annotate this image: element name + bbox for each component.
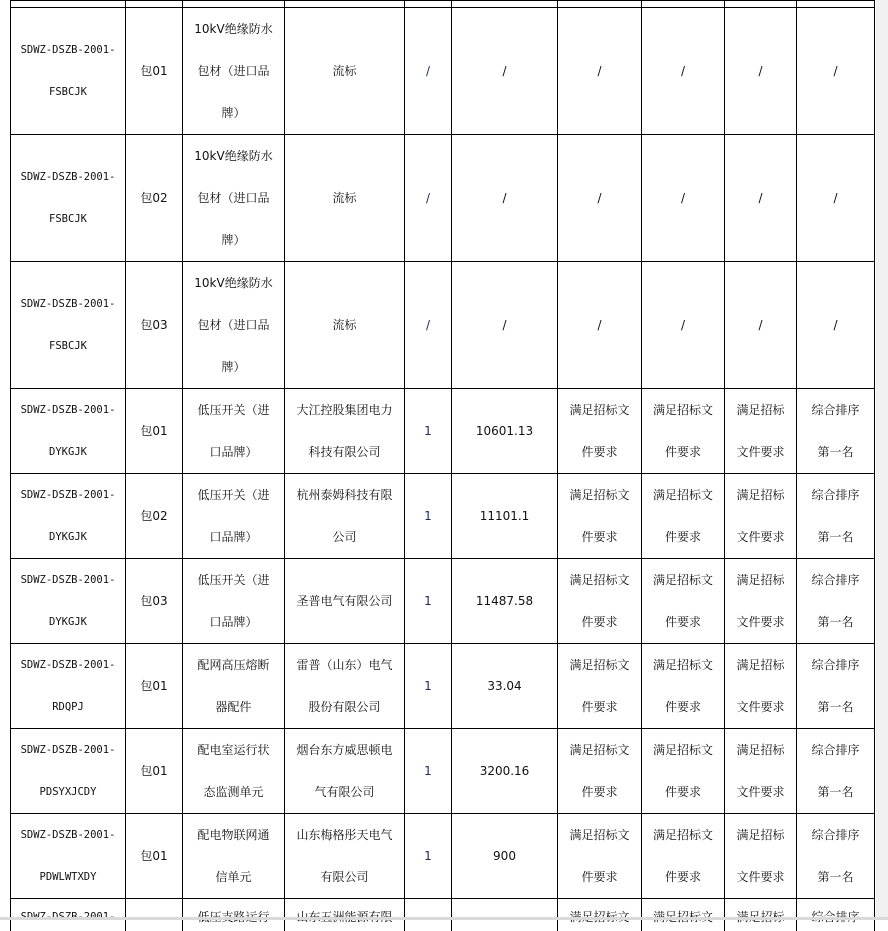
cell-line: 1	[405, 835, 451, 877]
cell-line: FSBCJK	[11, 325, 125, 367]
table-row	[11, 8, 875, 135]
cell-line: 10601.13	[452, 410, 557, 452]
cell-qualification-1	[558, 474, 642, 559]
cell-supplier	[285, 474, 405, 559]
cell-line: 满足招标文	[558, 644, 641, 686]
cell-line: 满足招标	[725, 474, 796, 516]
cell-line: DYKGJK	[11, 516, 125, 558]
cell-line: 满足招标文	[558, 559, 641, 601]
cell-line: /	[452, 177, 557, 219]
cell-quantity	[405, 474, 452, 559]
cell-supplier	[285, 644, 405, 729]
cell-line: 包材（进口品	[183, 50, 284, 92]
cell-price	[452, 814, 558, 899]
cell-line: 第一名	[797, 771, 874, 813]
vertical-scrollbar[interactable]	[876, 0, 888, 917]
cell-qualification-3	[725, 1, 797, 8]
cell-ranking	[797, 262, 875, 389]
cell-qualification-1	[558, 135, 642, 262]
cell-line: 件要求	[642, 601, 724, 643]
cell-line: 满足招标	[725, 559, 796, 601]
cell-line: RDQPJ	[11, 686, 125, 728]
cell-line: 1	[405, 665, 451, 707]
cell-supplier	[285, 8, 405, 135]
cell-line: /	[642, 304, 724, 346]
table-row	[11, 559, 875, 644]
cell-package-number	[126, 474, 183, 559]
cell-ranking	[797, 729, 875, 814]
cell-line: 包01	[126, 410, 182, 452]
cell-ranking	[797, 559, 875, 644]
cell-line: FSBCJK	[11, 198, 125, 240]
cell-line: 包01	[126, 50, 182, 92]
cell-line: 文件要求	[725, 601, 796, 643]
table-row	[11, 1, 875, 8]
cell-qualification-2	[642, 389, 725, 474]
cell-line: /	[725, 304, 796, 346]
cell-line: 1	[405, 750, 451, 792]
cell-line: 满足招标文	[642, 814, 724, 856]
cell-line: /	[405, 304, 451, 346]
table-row	[11, 644, 875, 729]
cell-line: 烟台东方威思顿电	[285, 729, 404, 771]
cell-line: 低压开关（进	[183, 474, 284, 516]
cell-qualification-3	[725, 135, 797, 262]
cell-line: 满足招标文	[642, 559, 724, 601]
cell-line: /	[725, 50, 796, 92]
cell-material-name	[183, 262, 285, 389]
cell-package-code	[11, 1, 126, 8]
cell-package-number	[126, 389, 183, 474]
table-row	[11, 729, 875, 814]
cell-quantity	[405, 644, 452, 729]
cell-line: 第一名	[797, 686, 874, 728]
cell-qualification-1	[558, 644, 642, 729]
cell-supplier	[285, 729, 405, 814]
cell-line: 10kV绝缘防水	[183, 135, 284, 177]
cell-quantity	[405, 262, 452, 389]
cell-line: 第一名	[797, 856, 874, 898]
cell-material-name	[183, 135, 285, 262]
cell-price	[452, 474, 558, 559]
cell-qualification-1	[558, 8, 642, 135]
cell-line: /	[558, 304, 641, 346]
cell-line: 有限公司	[285, 856, 404, 898]
cell-line: 件要求	[558, 516, 641, 558]
cell-ranking	[797, 1, 875, 8]
cell-line: SDWZ-DSZB-2001-	[11, 559, 125, 601]
cell-ranking	[797, 814, 875, 899]
cell-price	[452, 729, 558, 814]
cell-package-code	[11, 474, 126, 559]
cell-material-name	[183, 644, 285, 729]
cell-package-code	[11, 559, 126, 644]
cell-line: 1	[405, 495, 451, 537]
cell-line: 满足招标文	[642, 644, 724, 686]
cell-package-number	[126, 729, 183, 814]
cell-package-number	[126, 814, 183, 899]
cell-line: 满足招标文	[642, 389, 724, 431]
cell-package-code	[11, 389, 126, 474]
cell-line: 件要求	[558, 856, 641, 898]
cell-qualification-3	[725, 729, 797, 814]
cell-line: 满足招标文	[642, 729, 724, 771]
cell-qualification-3	[725, 559, 797, 644]
cell-line: 900	[452, 835, 557, 877]
cell-line: DYKGJK	[11, 601, 125, 643]
cell-line: SDWZ-DSZB-2001-	[11, 814, 125, 856]
cell-line: 满足招标文	[558, 729, 641, 771]
table-row	[11, 899, 875, 931]
cell-qualification-3	[725, 389, 797, 474]
cell-line: 满足招标文	[558, 474, 641, 516]
table-row	[11, 474, 875, 559]
cell-line: 件要求	[558, 431, 641, 473]
cell-line: 文件要求	[725, 771, 796, 813]
cell-line: 包03	[126, 304, 182, 346]
cell-qualification-1	[558, 1, 642, 8]
cell-supplier	[285, 559, 405, 644]
cell-qualification-2	[642, 474, 725, 559]
cell-supplier	[285, 135, 405, 262]
cell-line: /	[405, 177, 451, 219]
cell-line: 器配件	[183, 686, 284, 728]
cell-material-name	[183, 1, 285, 8]
cell-qualification-3	[725, 644, 797, 729]
cell-line: 气有限公司	[285, 771, 404, 813]
cell-quantity	[405, 8, 452, 135]
cell-material-name	[183, 899, 285, 931]
cell-line: 3200.16	[452, 750, 557, 792]
cell-qualification-3	[725, 899, 797, 931]
cell-line: 大江控股集团电力	[285, 389, 404, 431]
cell-line: 口品牌）	[183, 431, 284, 473]
cell-line: 口品牌）	[183, 601, 284, 643]
cell-qualification-3	[725, 814, 797, 899]
cell-price	[452, 389, 558, 474]
cell-line: 综合排序	[797, 644, 874, 686]
cell-line: 牌）	[183, 346, 284, 388]
cell-line: 第一名	[797, 516, 874, 558]
cell-price	[452, 262, 558, 389]
cell-line: 圣普电气有限公司	[285, 580, 404, 622]
cell-line: 件要求	[642, 431, 724, 473]
cell-line: 公司	[285, 516, 404, 558]
cell-line: SDWZ-DSZB-2001-	[11, 729, 125, 771]
cell-quantity	[405, 135, 452, 262]
cell-line: 配电室运行状	[183, 729, 284, 771]
cell-supplier	[285, 389, 405, 474]
cell-line: /	[797, 50, 874, 92]
cell-line: 科技有限公司	[285, 431, 404, 473]
cell-line: 件要求	[642, 516, 724, 558]
cell-package-number	[126, 135, 183, 262]
cell-ranking	[797, 474, 875, 559]
cell-quantity	[405, 559, 452, 644]
cell-line: 第一名	[797, 431, 874, 473]
cell-line: 包01	[126, 750, 182, 792]
cell-line: /	[558, 50, 641, 92]
cell-line: /	[797, 177, 874, 219]
cell-line: 1	[405, 410, 451, 452]
cell-line: 包01	[126, 665, 182, 707]
cell-package-number	[126, 559, 183, 644]
cell-line: 包材（进口品	[183, 304, 284, 346]
cell-qualification-2	[642, 729, 725, 814]
cell-line: /	[452, 304, 557, 346]
table-row	[11, 389, 875, 474]
cell-price	[452, 1, 558, 8]
cell-qualification-3	[725, 474, 797, 559]
cell-line: SDWZ-DSZB-2001-	[11, 389, 125, 431]
cell-line: /	[558, 177, 641, 219]
cell-supplier	[285, 1, 405, 8]
cell-package-number	[126, 1, 183, 8]
cell-qualification-2	[642, 135, 725, 262]
cell-line: 综合排序	[797, 559, 874, 601]
cell-package-code	[11, 814, 126, 899]
cell-package-code	[11, 262, 126, 389]
cell-line: 33.04	[452, 665, 557, 707]
cell-line: 11487.58	[452, 580, 557, 622]
cell-line: 股份有限公司	[285, 686, 404, 728]
cell-line: 山东梅格彤天电气	[285, 814, 404, 856]
cell-material-name	[183, 8, 285, 135]
cell-ranking	[797, 8, 875, 135]
cell-line: 满足招标文	[642, 474, 724, 516]
cell-material-name	[183, 474, 285, 559]
cell-line: 流标	[285, 177, 404, 219]
cell-package-code	[11, 135, 126, 262]
cell-package-code	[11, 899, 126, 931]
cell-quantity	[405, 899, 452, 931]
cell-line: 10kV绝缘防水	[183, 8, 284, 50]
cell-line: 满足招标	[725, 814, 796, 856]
cell-line: 包02	[126, 177, 182, 219]
cell-line: 综合排序	[797, 814, 874, 856]
cell-ranking	[797, 389, 875, 474]
cell-line: 流标	[285, 50, 404, 92]
cell-line: SDWZ-DSZB-2001-	[11, 29, 125, 71]
cell-line: /	[642, 177, 724, 219]
cell-qualification-1	[558, 559, 642, 644]
table-row	[11, 135, 875, 262]
cell-quantity	[405, 814, 452, 899]
cell-line: 牌）	[183, 92, 284, 134]
cell-line: PDWLWTXDY	[11, 856, 125, 898]
cell-line: 包材（进口品	[183, 177, 284, 219]
cell-quantity	[405, 1, 452, 8]
cell-line: 牌）	[183, 219, 284, 261]
cell-quantity	[405, 729, 452, 814]
cell-qualification-3	[725, 8, 797, 135]
cell-qualification-2	[642, 8, 725, 135]
cell-line: 文件要求	[725, 686, 796, 728]
cell-line: 口品牌）	[183, 516, 284, 558]
cell-qualification-2	[642, 1, 725, 8]
cell-line: 件要求	[642, 771, 724, 813]
cell-line: 11101.1	[452, 495, 557, 537]
cell-line: 低压开关（进	[183, 559, 284, 601]
cell-price	[452, 644, 558, 729]
cell-line: 满足招标文	[558, 814, 641, 856]
cell-material-name	[183, 389, 285, 474]
bid-results-table	[10, 0, 875, 931]
cell-line: 综合排序	[797, 729, 874, 771]
cell-supplier	[285, 814, 405, 899]
cell-line: /	[452, 50, 557, 92]
cell-package-code	[11, 729, 126, 814]
cell-quantity	[405, 389, 452, 474]
cell-line: 低压开关（进	[183, 389, 284, 431]
cell-line: 件要求	[558, 686, 641, 728]
cell-line: 流标	[285, 304, 404, 346]
cell-line: 满足招标	[725, 644, 796, 686]
cell-qualification-2	[642, 559, 725, 644]
cell-line: 文件要求	[725, 856, 796, 898]
cell-line: 态监测单元	[183, 771, 284, 813]
cell-line: 雷普（山东）电气	[285, 644, 404, 686]
cell-line: 信单元	[183, 856, 284, 898]
cell-package-number	[126, 8, 183, 135]
cell-qualification-2	[642, 262, 725, 389]
cell-line: 综合排序	[797, 389, 874, 431]
cell-package-code	[11, 8, 126, 135]
cell-ranking	[797, 644, 875, 729]
cell-line: SDWZ-DSZB-2001-	[11, 474, 125, 516]
cell-line: 包02	[126, 495, 182, 537]
cell-line: 件要求	[642, 856, 724, 898]
cell-material-name	[183, 814, 285, 899]
cell-line: 文件要求	[725, 431, 796, 473]
cell-price	[452, 559, 558, 644]
cell-supplier	[285, 262, 405, 389]
table-row	[11, 814, 875, 899]
cell-qualification-2	[642, 814, 725, 899]
cell-line: 10kV绝缘防水	[183, 262, 284, 304]
cell-line: SDWZ-DSZB-2001-	[11, 156, 125, 198]
cell-line: 满足招标	[725, 729, 796, 771]
cell-line: 件要求	[558, 771, 641, 813]
cell-price	[452, 8, 558, 135]
cell-line: SDWZ-DSZB-2001-	[11, 644, 125, 686]
cell-qualification-1	[558, 262, 642, 389]
cell-line: 1	[405, 580, 451, 622]
cell-price	[452, 899, 558, 931]
cell-package-number	[126, 262, 183, 389]
cell-line: /	[797, 304, 874, 346]
cell-material-name	[183, 559, 285, 644]
cell-line: 杭州泰姆科技有限	[285, 474, 404, 516]
cell-line: SDWZ-DSZB-2001-	[11, 283, 125, 325]
cell-line: DYKGJK	[11, 431, 125, 473]
cell-line: /	[405, 50, 451, 92]
cell-price	[452, 135, 558, 262]
cell-package-number	[126, 644, 183, 729]
table-row	[11, 262, 875, 389]
cell-qualification-2	[642, 644, 725, 729]
cell-qualification-3	[725, 262, 797, 389]
cell-line: 满足招标	[725, 389, 796, 431]
cell-line: 文件要求	[725, 516, 796, 558]
cell-line: PDSYXJCDY	[11, 771, 125, 813]
cell-line: 第一名	[797, 601, 874, 643]
cell-line: 包03	[126, 580, 182, 622]
cell-line: 配网高压熔断	[183, 644, 284, 686]
cell-qualification-1	[558, 729, 642, 814]
cell-line: 件要求	[558, 601, 641, 643]
cell-package-code	[11, 644, 126, 729]
cell-ranking	[797, 135, 875, 262]
cell-line: 配电物联网通	[183, 814, 284, 856]
cell-line: 件要求	[642, 686, 724, 728]
cell-material-name	[183, 729, 285, 814]
cell-line: /	[642, 50, 724, 92]
cell-line: 综合排序	[797, 474, 874, 516]
cell-supplier	[285, 899, 405, 931]
cell-line: FSBCJK	[11, 71, 125, 113]
cell-ranking	[797, 899, 875, 931]
cell-qualification-1	[558, 899, 642, 931]
cell-package-number	[126, 899, 183, 931]
cell-line: /	[725, 177, 796, 219]
cell-line: 满足招标文	[558, 389, 641, 431]
cell-qualification-2	[642, 899, 725, 931]
cell-qualification-1	[558, 389, 642, 474]
cell-line: 包01	[126, 835, 182, 877]
cell-qualification-1	[558, 814, 642, 899]
